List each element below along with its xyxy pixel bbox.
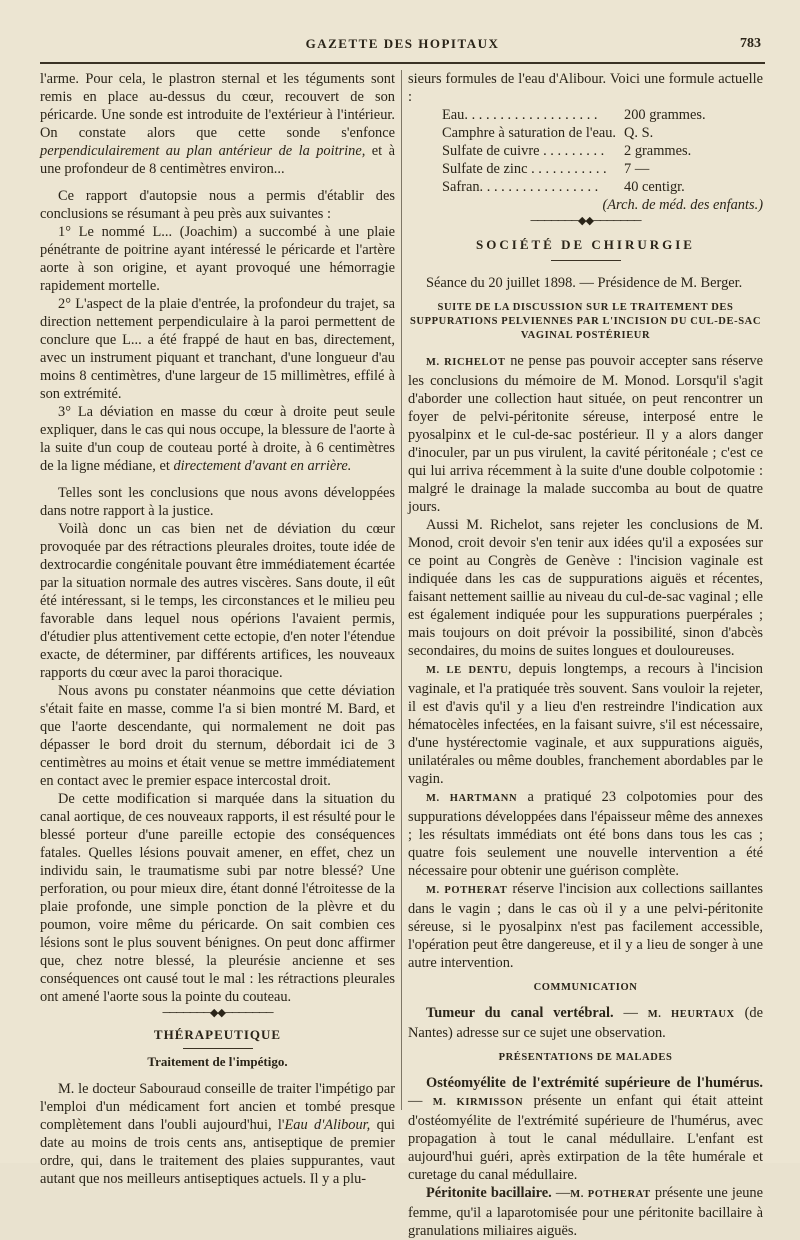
speaker-name: M. LE DENTU, xyxy=(426,665,512,676)
paragraph-text: M. le docteur Sabouraud conseille de traiter l'impétigo par l'emploi d'un médicament fort ancien et tombé presque complètement dans l'oubli aujourd'hui, l' xyxy=(40,1081,395,1133)
paragraph: Péritonite bacillaire. —M. POTHERAT présente une jeune femme, qu'il a laparotomisée pour une péritonite bacillaire à granulations miliaires aiguës. xyxy=(408,1185,763,1239)
paragraph: Ostéomyélite de l'extrémité supérieure de l'humérus. — M. KIRMISSON présente un enfant qui était atteint d'ostéomyélite de l'extrémité supérieure de l'humérus, avec propagation à tout le canal médullaire. L'enfant est aujourd'hui guéri, après extirpation de la tête humérale et curetage du canal médullaire. xyxy=(408,1075,763,1183)
section-subheading: COMMUNICATION xyxy=(533,982,638,993)
paragraph: Ce rapport d'autopsie nous a permis d'établir des conclusions se résumant à peu près aux suivantes : xyxy=(40,188,395,222)
formula-source: (Arch. de méd. des enfants.) xyxy=(602,197,763,213)
item-title: Péritonite bacillaire. xyxy=(426,1185,552,1201)
header-rule xyxy=(40,62,765,64)
paragraph-text: (de Nantes) adresse sur ce sujet une observation. xyxy=(408,1005,763,1041)
right-column xyxy=(408,70,763,1240)
discussion-title: SUITE DE LA DISCUSSION SUR LE TRAITEMENT DES SUPPURATIONS PELVIENNES PAR L'INCISION DU CUL-DE-SAC VAGINAL POSTÉRIEUR xyxy=(409,302,761,341)
paragraph-text: l'arme. Pour cela, le plastron sternal et les téguments sont remis en place au-dessus du cœur, recouvert de son péricarde. Une sonde est introduite de l'extérieur à l'intérieur. On constate alors que cette sonde s'enfonce xyxy=(40,71,395,141)
left-column xyxy=(40,70,395,1188)
ingredient: Sulfate de zinc . . . . . . . . . . . xyxy=(442,161,607,177)
ingredient: Sulfate de cuivre . . . . . . . . . xyxy=(442,143,605,159)
formula-row xyxy=(438,106,710,124)
paragraph xyxy=(408,660,763,788)
ornament-divider: ───────◆◆─────── xyxy=(530,215,641,227)
paragraph xyxy=(408,880,763,972)
quantity: 7 — xyxy=(624,161,650,177)
speaker-name: M. POTHERAT xyxy=(570,1189,651,1200)
section-heading: SOCIÉTÉ DE CHIRURGIE xyxy=(476,237,695,252)
paragraph-text: qui date au moins de trois cents ans, antiseptique de premier ordre, qui, dans le traitement des plaies suppurantes, vaut autant que nos meilleurs antiseptiques actuels. Il y a plu- xyxy=(40,1117,395,1187)
quantity: 200 grammes. xyxy=(624,107,706,123)
paragraph: Voilà donc un cas bien net de déviation du cœur provoquée par des rétractions pleurales droites, toute idée de dextrocardie congénitale pouvant être immédiatement écartée par la situation normale des autres viscères. Sans doute, il eût été intéressant, si le temps, les circonstances et le milieu peu favorable dans lequel nous opérions l'avaient permis, d'étudier plus attentivement cette ectopie, d'en noter l'étendue exacte, de déterminer, par différents artifices, les nouveaux rapports du cœur avec la paroi thoracique. xyxy=(40,521,395,681)
italic-text: directement d'avant en arrière. xyxy=(173,458,352,474)
italic-text: perpendiculairement au plan antérieur de la poitrine, xyxy=(40,143,366,159)
paragraph xyxy=(408,352,763,516)
formula-row xyxy=(438,124,710,142)
paragraph: Tumeur du canal vertébral. — M. HEURTAUX (de Nantes) adresse sur ce sujet une observation. xyxy=(408,1005,763,1041)
paragraph: Telles sont les conclusions que nous avons développées dans notre rapport à la justice. xyxy=(40,485,395,519)
paragraph-text: 3° La déviation en masse du cœur à droite peut seule expliquer, dans le cas qui nous occupe, la blessure de l'aorte à la suite d'un coup de couteau porté à droite, à 6 centimètres de la ligne médiane, et xyxy=(40,404,395,474)
formula-table xyxy=(438,106,710,196)
ingredient: Safran. . . . . . . . . . . . . . . . . xyxy=(442,179,599,195)
section-subheading: PRÉSENTATIONS DE MALADES xyxy=(498,1052,673,1063)
speaker-name: M. HARTMANN xyxy=(426,793,518,804)
paragraph: Nous avons pu constater néanmoins que cette déviation s'était faite en masse, comme l'a si bien montré M. Bard, et que l'aorte descendante, qui normalement ne doit pas dépasser le bord droit du sternum, débordait ici de 3 centimètres au moins et était venue se mettre immédiatement en contact avec le premier espace intercostal droit. xyxy=(40,683,395,789)
paragraph xyxy=(408,788,763,880)
paragraph-text: ne pense pas pouvoir accepter sans réserve les conclusions du mémoire de M. Monod. Lorsqu'il s'agit d'aborder une collection haut située, on peut rencontrer un foyer de pelvi-péritonite séreuse, interposé entre le pyosalpinx et le cul-de-sac postérieur. Il y a alors danger d'inoculer, par un pus virulent, la cavité péritonéale ; c'est ce qui lui arriva récemment à la suite d'une double colpotomie : malgré le drainage la malade succomba au bout de quatre jours. xyxy=(408,353,763,515)
page-number: 783 xyxy=(740,36,761,51)
italic-text: Eau d'Alibour, xyxy=(284,1117,371,1133)
speaker-name: M. HEURTAUX xyxy=(647,1009,735,1020)
paragraph: sieurs formules de l'eau d'Alibour. Voici une formule actuelle : xyxy=(408,71,763,105)
item-title: Tumeur du canal vertébral. xyxy=(426,1005,614,1021)
paragraph-text: a pratiqué 23 colpotomies pour des suppurations développées dans l'épaisseur même des annexes ; les résultats immédiats ont été bons dans tous les cas ; quatre fois seulement une nouvelle intervention a été nécessaire pour obtenir une guérison complète. xyxy=(408,789,763,879)
paragraph-text: depuis longtemps, a recours à l'incision vaginale, et l'a pratiquée très souvent. Sans vouloir la rejeter, il est d'avis qu'il y a lieu d'en restreindre l'indication aux hématocèles infectées, en la faisant suivre, s'il est nécessaire, d'une hystérectomie vaginale, et aux suppurations aiguës, unilatérales ou même doubles, franchement abordables par le vagin. xyxy=(408,661,763,787)
paragraph-text: réserve l'incision aux collections saillantes dans le vagin ; dans le cas où il y a une pelvi-péritonite séreuse, si le pyosalpinx n'est pas facilement accessible, l'opération peut être dangereuse, et il y a lieu de songer à une autre intervention. xyxy=(408,881,763,971)
quantity: 2 grammes. xyxy=(624,143,692,159)
heading-rule xyxy=(183,1048,253,1049)
column-divider xyxy=(401,70,402,1110)
heading-rule xyxy=(551,260,621,261)
paragraph xyxy=(40,1080,395,1188)
paragraph: 2° L'aspect de la plaie d'entrée, la profondeur du trajet, sa direction nettement perpendiculaire à la paroi permettent de conclure que L... a été frappé de haut en bas, directement, avec un instrument piquant et tranchant, d'une longueur d'au moins 8 centimètres, d'une largeur de 15 millimètres, effilé à son extrémité. xyxy=(40,296,395,402)
formula-row xyxy=(438,160,710,178)
ornament-divider: ───────◆◆─────── xyxy=(162,1007,273,1019)
paragraph-text: présente une jeune femme, qu'il a laparotomisée pour une péritonite bacillaire à granulations miliaires aiguës. xyxy=(408,1185,763,1239)
paragraph: Aussi M. Richelot, sans rejeter les conclusions de M. Monod, croit devoir s'en tenir aux idées qu'il a exposées sur ce point au Congrès de Genève : l'incision vaginale est indiquée dans les cas de suppurations aiguës et récentes, faisant nettement saillie au niveau du cul-de-sac vaginal ; elle est également indiquée pour les suppurations puerpérales ; mais toujours on doit prévoir la possibilité, sinon d'abcès secondaires, du moins de suites longues et douloureuses. xyxy=(408,517,763,659)
paragraph-text: présente un enfant qui était atteint d'ostéomyélite de l'extrémité supérieure de l'humérus, avec propagation à tout le canal médullaire. L'enfant est aujourd'hui guéri, après extirpation de la tête humérale et curetage du canal médullaire. xyxy=(408,1093,763,1183)
page-header xyxy=(40,36,765,60)
speaker-name: M. KIRMISSON xyxy=(432,1097,524,1108)
quantity: 40 centigr. xyxy=(624,179,685,195)
ingredient: Camphre à saturation de l'eau. xyxy=(442,125,617,141)
session-line: Séance du 20 juillet 1898. — Présidence de M. Berger. xyxy=(426,275,743,291)
ingredient: Eau. . . . . . . . . . . . . . . . . . . xyxy=(442,107,598,123)
article-title: Traitement de l'impétigo. xyxy=(147,1054,288,1069)
speaker-name: M. RICHELOT xyxy=(426,357,506,368)
paragraph: 1° Le nommé L... (Joachim) a succombé à une plaie pénétrante de poitrine ayant intéressé le péricarde et l'artère aorte à son origine, et ayant provoqué une hémorragie rapidement mortelle. xyxy=(40,224,395,294)
paragraph xyxy=(40,70,395,178)
paragraph: De cette modification si marquée dans la situation du canal aortique, de ces nouveaux rapports, il est résulté pour le blessé porteur d'une pareille ectopie des conséquences fatales. Quelles lésions pouvait amener, en effet, chez un individu sain, le traumatisme subi par notre blessé? Une perforation, ou pour mieux dire, étant donné l'étroitesse de la plaie profonde, une simple ponction de la plèvre et du poumon, voire même du péricarde. On sait combien ces lésions sont le plus souvent bénignes. On peut donc affirmer que, chez notre blessé, la pleurésie ancienne et ses conséquences ont causé tout le mal : les rétractions pleurales ont amené l'aorte sous la pointe du couteau. xyxy=(40,791,395,1005)
quantity: Q. S. xyxy=(624,125,654,141)
formula-row xyxy=(438,142,710,160)
section-heading: THÉRAPEUTIQUE xyxy=(153,1027,282,1042)
item-title: Ostéomyélite de l'extrémité supérieure de l'humérus. xyxy=(426,1075,763,1091)
paragraph xyxy=(40,403,395,475)
formula-row xyxy=(438,178,710,196)
speaker-name: M. POTHERAT xyxy=(426,885,508,896)
paragraph-text: et à une profondeur de 8 centimètres environ... xyxy=(40,143,395,177)
running-title: GAZETTE DES HOPITAUX xyxy=(305,36,500,51)
